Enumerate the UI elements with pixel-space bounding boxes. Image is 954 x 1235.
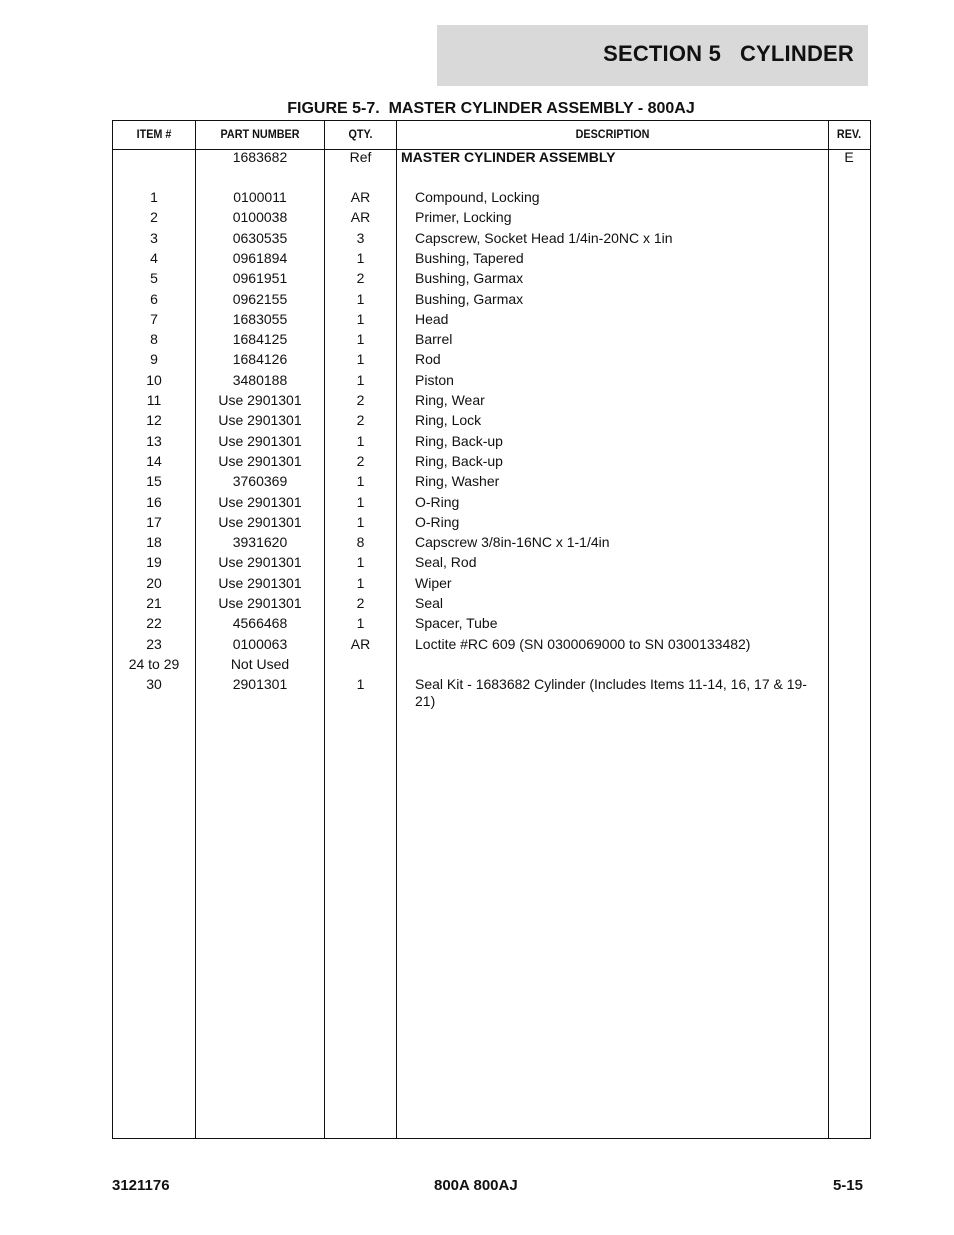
row-qty: 1 bbox=[356, 615, 365, 632]
row-description: Seal Kit - 1683682 Cylinder (Includes Items 11-14, 16, 17 & 19-21) bbox=[415, 676, 807, 710]
row-part-number: 0962155 bbox=[232, 290, 288, 307]
row-item: 15 bbox=[146, 473, 162, 490]
row-qty: 3 bbox=[356, 229, 365, 246]
row-description: Rod bbox=[415, 351, 441, 368]
header-rev: REV. bbox=[836, 127, 862, 141]
row-item: 23 bbox=[146, 635, 162, 652]
row-description: Bushing, Garmax bbox=[415, 290, 524, 307]
table-row bbox=[113, 636, 870, 656]
table-row bbox=[113, 209, 870, 229]
table-row bbox=[113, 412, 870, 432]
row-item: 24 to 29 bbox=[128, 655, 180, 672]
assembly-part-number: 1683682 bbox=[232, 149, 288, 165]
row-description: Capscrew, Socket Head 1/4in-20NC x 1in bbox=[415, 229, 673, 246]
row-part-number: Use 2901301 bbox=[218, 554, 302, 571]
row-item: 17 bbox=[146, 513, 162, 530]
row-description: Ring, Lock bbox=[415, 412, 482, 429]
row-part-number: 0100063 bbox=[232, 635, 288, 652]
row-part-number: Use 2901301 bbox=[218, 432, 302, 449]
row-item: 21 bbox=[146, 595, 162, 611]
row-part-number: 1683055 bbox=[232, 310, 288, 327]
table-row bbox=[113, 372, 870, 392]
header-description: DESCRIPTION bbox=[575, 127, 650, 141]
row-qty: 2 bbox=[356, 392, 365, 408]
row-item: 22 bbox=[146, 615, 162, 632]
row-part-number: Use 2901301 bbox=[218, 392, 302, 408]
section-banner bbox=[437, 25, 868, 86]
row-part-number: 2901301 bbox=[232, 676, 288, 693]
footer-page-number: 5-15 bbox=[832, 1177, 863, 1194]
row-description: Ring, Back-up bbox=[415, 452, 503, 469]
row-qty: 1 bbox=[356, 432, 365, 449]
table-row bbox=[113, 270, 870, 290]
row-item: 3 bbox=[150, 229, 158, 246]
row-part-number: 1684126 bbox=[232, 351, 288, 368]
row-part-number: Use 2901301 bbox=[218, 452, 302, 469]
row-qty: 1 bbox=[356, 331, 365, 348]
row-qty: 1 bbox=[356, 574, 365, 591]
row-item: 20 bbox=[146, 574, 162, 591]
row-part-number: 0961894 bbox=[232, 249, 288, 266]
table-row bbox=[113, 453, 870, 473]
row-description: Compound, Locking bbox=[415, 189, 540, 205]
row-qty: AR bbox=[350, 635, 371, 652]
row-qty: 1 bbox=[356, 554, 365, 571]
row-part-number: 3760369 bbox=[232, 473, 288, 490]
row-item: 2 bbox=[150, 209, 158, 226]
table-row bbox=[113, 392, 870, 412]
table-row bbox=[113, 351, 870, 371]
row-part-number: 0630535 bbox=[232, 229, 288, 246]
row-part-number: 0961951 bbox=[232, 270, 288, 287]
row-item: 8 bbox=[150, 331, 158, 348]
row-qty: 1 bbox=[356, 351, 365, 368]
parts-table bbox=[112, 120, 871, 1139]
row-item: 4 bbox=[150, 249, 158, 266]
row-description: Seal bbox=[415, 595, 444, 611]
row-qty: AR bbox=[350, 189, 371, 205]
row-description: Head bbox=[415, 310, 449, 327]
table-row bbox=[113, 656, 870, 676]
row-part-number: Use 2901301 bbox=[218, 513, 302, 530]
assembly-qty: Ref bbox=[349, 149, 372, 165]
row-qty: 8 bbox=[356, 534, 365, 551]
row-item: 30 bbox=[146, 676, 162, 693]
row-item: 13 bbox=[146, 432, 162, 449]
row-part-number: 3480188 bbox=[232, 371, 288, 388]
row-item: 18 bbox=[146, 534, 162, 551]
row-description: Wiper bbox=[415, 574, 452, 591]
row-part-number: 0100038 bbox=[232, 209, 288, 226]
assembly-row bbox=[113, 149, 870, 169]
table-row bbox=[113, 676, 870, 710]
table-row bbox=[113, 494, 870, 514]
footer-models: 800A 800AJ bbox=[434, 1177, 518, 1194]
row-qty: 1 bbox=[356, 249, 365, 266]
header-qty: QTY. bbox=[348, 127, 373, 141]
row-part-number: 4566468 bbox=[232, 615, 288, 632]
table-row bbox=[113, 595, 870, 615]
table-row bbox=[113, 554, 870, 574]
row-qty: 2 bbox=[356, 595, 365, 611]
row-qty: 1 bbox=[356, 371, 365, 388]
row-part-number: 1684125 bbox=[232, 331, 288, 348]
row-description: Loctite #RC 609 (SN 0300069000 to SN 0300133482) bbox=[415, 635, 751, 652]
footer-doc-number: 3121176 bbox=[112, 1177, 170, 1194]
row-description: Primer, Locking bbox=[415, 209, 512, 226]
row-qty: 1 bbox=[356, 290, 365, 307]
assembly-description: MASTER CYLINDER ASSEMBLY bbox=[401, 149, 616, 165]
row-item: 5 bbox=[150, 270, 158, 287]
row-part-number: Use 2901301 bbox=[218, 493, 302, 510]
table-row bbox=[113, 311, 870, 331]
header-item: ITEM # bbox=[136, 127, 172, 141]
row-description: Piston bbox=[415, 371, 454, 388]
table-row bbox=[113, 534, 870, 554]
table-row bbox=[113, 615, 870, 635]
row-qty: 1 bbox=[356, 513, 365, 530]
row-part-number: Use 2901301 bbox=[218, 595, 302, 611]
table-row bbox=[113, 189, 870, 209]
row-qty: 1 bbox=[356, 473, 365, 490]
row-description: Bushing, Garmax bbox=[415, 270, 524, 287]
row-item: 6 bbox=[150, 290, 158, 307]
assembly-rev: E bbox=[844, 149, 854, 165]
section-title: SECTION 5 CYLINDER bbox=[603, 41, 854, 66]
row-description: Ring, Back-up bbox=[415, 432, 503, 449]
table-row bbox=[113, 291, 870, 311]
table-row bbox=[113, 331, 870, 351]
table-row bbox=[113, 250, 870, 270]
row-item: 14 bbox=[146, 452, 162, 469]
row-description: Ring, Wear bbox=[415, 392, 485, 408]
row-part-number: Use 2901301 bbox=[218, 574, 302, 591]
row-part-number: 3931620 bbox=[232, 534, 288, 551]
row-item: 9 bbox=[150, 351, 158, 368]
row-part-number: Use 2901301 bbox=[218, 412, 302, 429]
table-row bbox=[113, 514, 870, 534]
row-description: Ring, Washer bbox=[415, 473, 500, 490]
row-qty: 1 bbox=[356, 676, 365, 693]
row-qty: 2 bbox=[356, 452, 365, 469]
row-qty: 1 bbox=[356, 493, 365, 510]
table-row bbox=[113, 230, 870, 250]
row-item: 11 bbox=[146, 392, 162, 408]
row-description: O-Ring bbox=[415, 493, 460, 510]
row-description: Capscrew 3/8in-16NC x 1-1/4in bbox=[415, 534, 610, 551]
header-part-number: PART NUMBER bbox=[220, 127, 300, 141]
row-description: Spacer, Tube bbox=[415, 615, 498, 632]
row-item: 16 bbox=[146, 493, 162, 510]
row-item: 1 bbox=[150, 189, 158, 205]
table-row bbox=[113, 473, 870, 493]
row-part-number: Not Used bbox=[230, 655, 290, 672]
table-row bbox=[113, 575, 870, 595]
row-qty: 2 bbox=[356, 270, 365, 287]
row-description: Bushing, Tapered bbox=[415, 249, 524, 266]
row-item: 19 bbox=[146, 554, 162, 571]
row-item: 7 bbox=[150, 310, 158, 327]
row-qty: AR bbox=[350, 209, 371, 226]
figure-title: FIGURE 5-7. MASTER CYLINDER ASSEMBLY - 800AJ bbox=[287, 100, 695, 117]
row-qty: 1 bbox=[356, 310, 365, 327]
row-item: 10 bbox=[146, 371, 162, 388]
row-item: 12 bbox=[146, 412, 162, 429]
row-description: Barrel bbox=[415, 331, 453, 348]
row-description: O-Ring bbox=[415, 513, 460, 530]
row-part-number: 0100011 bbox=[233, 189, 287, 205]
table-row bbox=[113, 433, 870, 453]
row-description: Seal, Rod bbox=[415, 554, 477, 571]
row-qty: 2 bbox=[356, 412, 365, 429]
